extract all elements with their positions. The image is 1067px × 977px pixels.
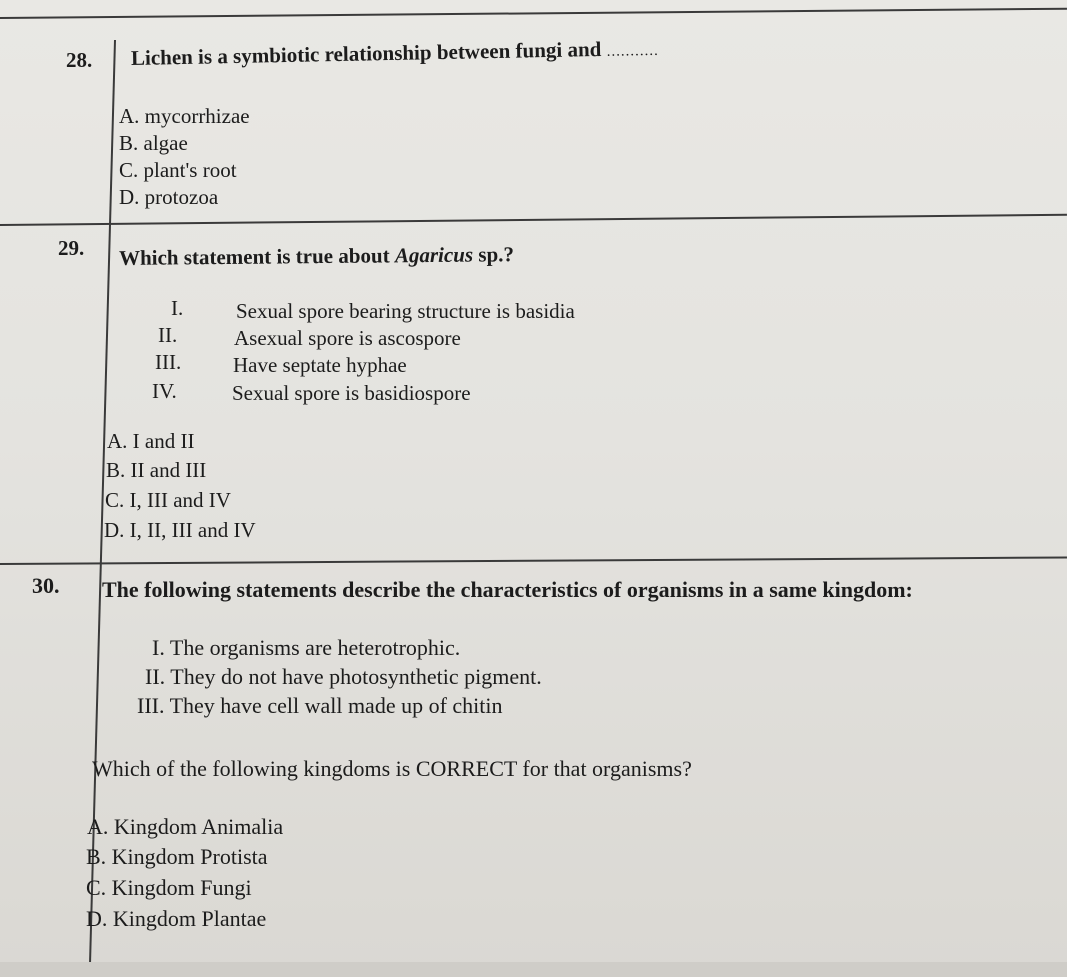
q28-option-d: D. protozoa [119, 185, 219, 209]
q30-statement-2: II. They do not have photosynthetic pigment. [145, 664, 542, 689]
q29-option-c: C. I, III and IV [105, 488, 231, 512]
q29-option-d: D. I, II, III and IV [104, 518, 256, 542]
q30-stem: The following statements describe the characteristics of organisms in a same kingdom: [102, 577, 913, 602]
q28-blank: ........... [606, 42, 660, 60]
q29-statement-1: Sexual spore bearing structure is basidia [236, 299, 575, 323]
rule-29-30 [0, 556, 1067, 565]
q29-stem-genus: Agaricus [394, 242, 474, 268]
top-rule [0, 8, 1067, 19]
q30-option-a: A. Kingdom Animalia [87, 814, 284, 839]
q29-stem [119, 242, 514, 270]
q28-stem-text: Lichen is a symbiotic relationship between fungi and [130, 36, 602, 70]
q30-option-b: B. Kingdom Protista [86, 844, 268, 869]
q28-option-c: C. plant's root [119, 158, 237, 182]
q29-statement-2: Asexual spore is ascospore [234, 326, 461, 350]
q29-statement-2-num: II. [158, 323, 178, 347]
q29-statement-1-num: I. [171, 296, 184, 320]
q30-statement-3: III. They have cell wall made up of chitin [137, 693, 503, 718]
q30-number: 30. [32, 573, 60, 598]
q28-option-b: B. algae [119, 131, 188, 155]
q30-statement-1: I. The organisms are heterotrophic. [152, 635, 461, 660]
q30-option-d: D. Kingdom Plantae [86, 906, 267, 931]
q28-option-a: A. mycorrhizae [119, 104, 250, 128]
page-edge [0, 962, 1067, 977]
q30-option-c: C. Kingdom Fungi [86, 875, 252, 900]
q29-option-a: A. I and II [107, 429, 195, 453]
q28-number: 28. [66, 48, 93, 72]
q29-statement-3-num: III. [155, 350, 182, 374]
rule-28-29 [0, 214, 1067, 226]
q30-question: Which of the following kingdoms is CORRECT for that organisms? [92, 756, 692, 781]
q29-statement-4-num: IV. [152, 379, 177, 403]
q29-number: 29. [58, 236, 85, 260]
q29-stem-prefix: Which statement is true about [118, 243, 396, 270]
q28-stem [131, 36, 659, 73]
q29-statement-4: Sexual spore is basidiospore [232, 381, 471, 405]
q29-stem-suffix: sp.? [472, 242, 515, 267]
q29-option-b: B. II and III [106, 458, 207, 482]
q29-statement-3: Have septate hyphae [233, 353, 407, 377]
